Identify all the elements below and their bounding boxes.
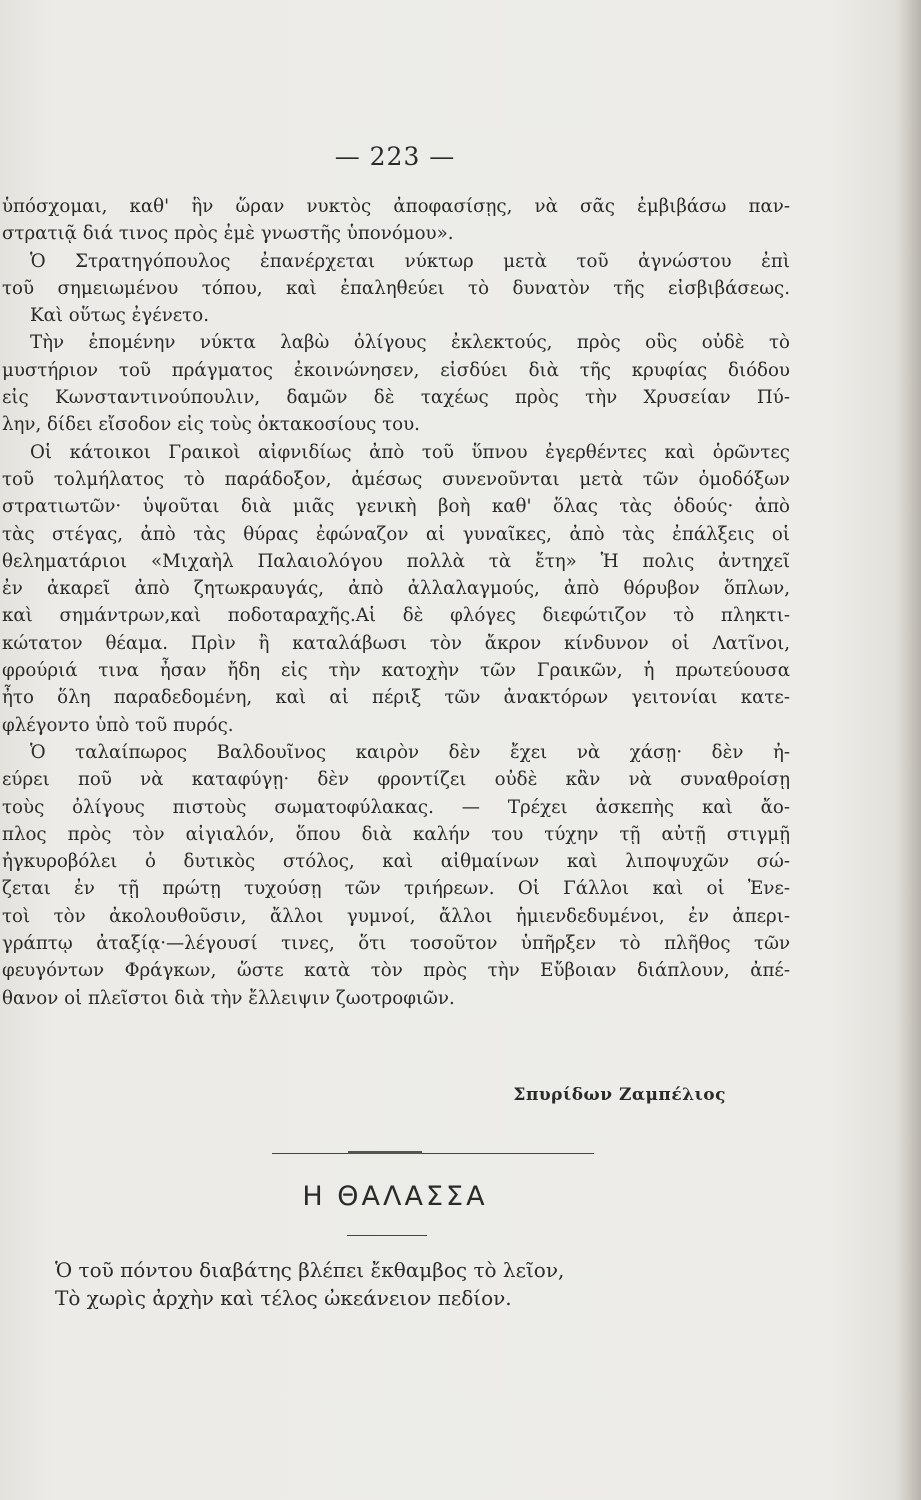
poem-line: Ὁ τοῦ πόντου διαβάτης βλέπει ἔκθαμβος τὸ λεῖον, [55, 1258, 565, 1282]
text-line: κώτατον θέαμα. Πρὶν ἢ καταλάβωσι τὸν ἄκρον κίνδυνον οἱ Λατῖνοι, [2, 632, 790, 654]
text-line: Ὁ ταλαίπωρος Βαλδουῖνος καιρὸν δὲν ἔχει νὰ χάσῃ· δὲν ἠ- [30, 741, 790, 763]
text-line: Οἱ κάτοικοι Γραικοὶ αἰφνιδίως ἀπὸ τοῦ ὕπνου ἐγερθέντες καὶ ὁρῶντες [30, 441, 790, 463]
page-edge-shadow [897, 0, 921, 1500]
text-line: ἐν ἀκαρεῖ ἀπὸ ζητωκραυγάς, ἀπὸ ἀλλαλαγμούς, ἀπὸ θόρυβον ὅπλων, [2, 578, 790, 600]
page-number: — 223 — [334, 142, 456, 171]
text-line: μυστήριον τοῦ πράγματος ἐκοινώνησεν, εἰσδύει διὰ τῆς κρυφίας διόδου [2, 359, 790, 381]
text-line: θεληματάριοι «Μιχαὴλ Παλαιολόγου πολλὰ τὰ ἔτη» Ἡ πολις ἀντηχεῖ [2, 550, 790, 572]
text-line: γράπτῳ ἀταξίᾳ·—λέγουσί τινες, ὅτι τοσοῦτον ὑπῆρξεν τὸ πλῆθος τῶν [2, 933, 790, 955]
title-underline [347, 1235, 427, 1236]
text-line: ἠγκυροβόλει ὁ δυτικὸς στόλος, καὶ αἰθμαίνων καὶ λιποψυχῶν σώ- [2, 851, 790, 873]
section-divider [272, 1153, 594, 1154]
text-line: στρατιωτῶν· ὑψοῦται διὰ μιᾶς γενικὴ βοὴ καθ' ὅλας τὰς ὁδούς· ἀπὸ [2, 496, 790, 518]
poem-title: Η ΘΑΛΑΣΣΑ [302, 1181, 488, 1212]
text-line: Καὶ οὕτως ἐγένετο. [30, 305, 209, 327]
text-line: Τὴν ἑπομένην νύκτα λαβὼ ὀλίγους ἐκλεκτούς, πρὸς οὓς οὐδὲ τὸ [30, 332, 790, 354]
author-signature: Σπυρίδων Ζαμπέλιος [513, 1085, 726, 1105]
text-line: εύρει ποῦ νὰ καταφύγῃ· δὲν φροντίζει οὐδὲ κἂν νὰ συναθροίσῃ [2, 769, 790, 791]
text-line: λην, δίδει εἴσοδον εἰς τοὺς ὀκτακοσίους του. [2, 414, 420, 436]
text-line: τοὺς ὀλίγους πιστοὺς σωματοφύλακας. — Τρέχει ἀσκεπὴς καὶ ἄο- [2, 796, 790, 818]
text-line: Ὁ Στρατηγόπουλος ἐπανέρχεται νύκτωρ μετὰ τοῦ ἀγνώστου ἐπὶ [30, 250, 790, 272]
text-line: τοῦ σημειωμένου τόπου, καὶ ἐπαληθεύει τὸ δυνατὸν τῆς εἰσβιβάσεως. [2, 277, 790, 299]
text-line: πλος πρὸς τὸν αἰγιαλόν, ὅπου διὰ καλήν του τύχην τῇ αὐτῇ στιγμῇ [2, 823, 790, 845]
poem-body [55, 1256, 755, 1312]
poem-line: Τὸ χωρὶς ἀρχὴν καὶ τέλος ὠκεάνειον πεδίον. [55, 1286, 512, 1310]
text-line: εἰς Κωνσταντινούπουλιν, δαμῶν δὲ ταχέως πρὸς τὴν Χρυσείαν Πύ- [2, 387, 790, 409]
text-line: φλέγοντο ὑπὸ τοῦ πυρός. [2, 714, 234, 736]
text-line: φευγόντων Φράγκων, ὥστε κατὰ τὸν πρὸς τὴν Εὔβοιαν διάπλουν, ἀπέ- [2, 960, 790, 982]
text-line: στρατιᾷ διά τινος πρὸς ἐμὲ γνωστῆς ὑπονόμου». [2, 223, 454, 245]
text-line: φρούριά τινα ἦσαν ἤδη εἰς τὴν κατοχὴν τῶν Γραικῶν, ἡ πρωτεύουσα [2, 660, 790, 682]
text-line: θανον οἱ πλεῖστοι διὰ τὴν ἔλλειψιν ζωοτροφιῶν. [2, 987, 455, 1009]
text-line: τοῦ τολμήλατος τὸ παράδοξον, ἀμέσως συνενοῦνται μετὰ τῶν ὁμοδόξων [2, 468, 790, 490]
text-line: ἦτο ὅλη παραδεδομένη, καὶ αἱ πέριξ τῶν ἀνακτόρων γειτονίαι κατε- [2, 687, 790, 709]
text-line: ὑπόσχομαι, καθ' ἣν ὥραν νυκτὸς ἀποφασίσῃς, νὰ σᾶς ἐμβιβάσω παν- [2, 196, 790, 217]
prose-body [2, 193, 790, 1012]
text-line: ζεται ἐν τῇ πρώτῃ τυχούσῃ τῶν τριήρεων. Οἱ Γάλλοι καὶ οἱ Ἐνε- [2, 878, 790, 900]
text-line: τοὶ τὸν ἀκολουθοῦσιν, ἄλλοι γυμνοί, ἄλλοι ἡμιενδεδυμένοι, ἐν ἀπερι- [2, 905, 790, 927]
text-line: τὰς στέγας, ἀπὸ τὰς θύρας ἐφώναζον αἱ γυναῖκες, ἀπὸ τὰς ἐπάλξεις οἱ [2, 523, 790, 545]
section-divider-ornament [348, 1151, 422, 1154]
text-line: καὶ σημάντρων,καὶ ποδοταραχῆς.Αἱ δὲ φλόγες διεφώτιζον τὸ πληκτι- [2, 605, 790, 627]
